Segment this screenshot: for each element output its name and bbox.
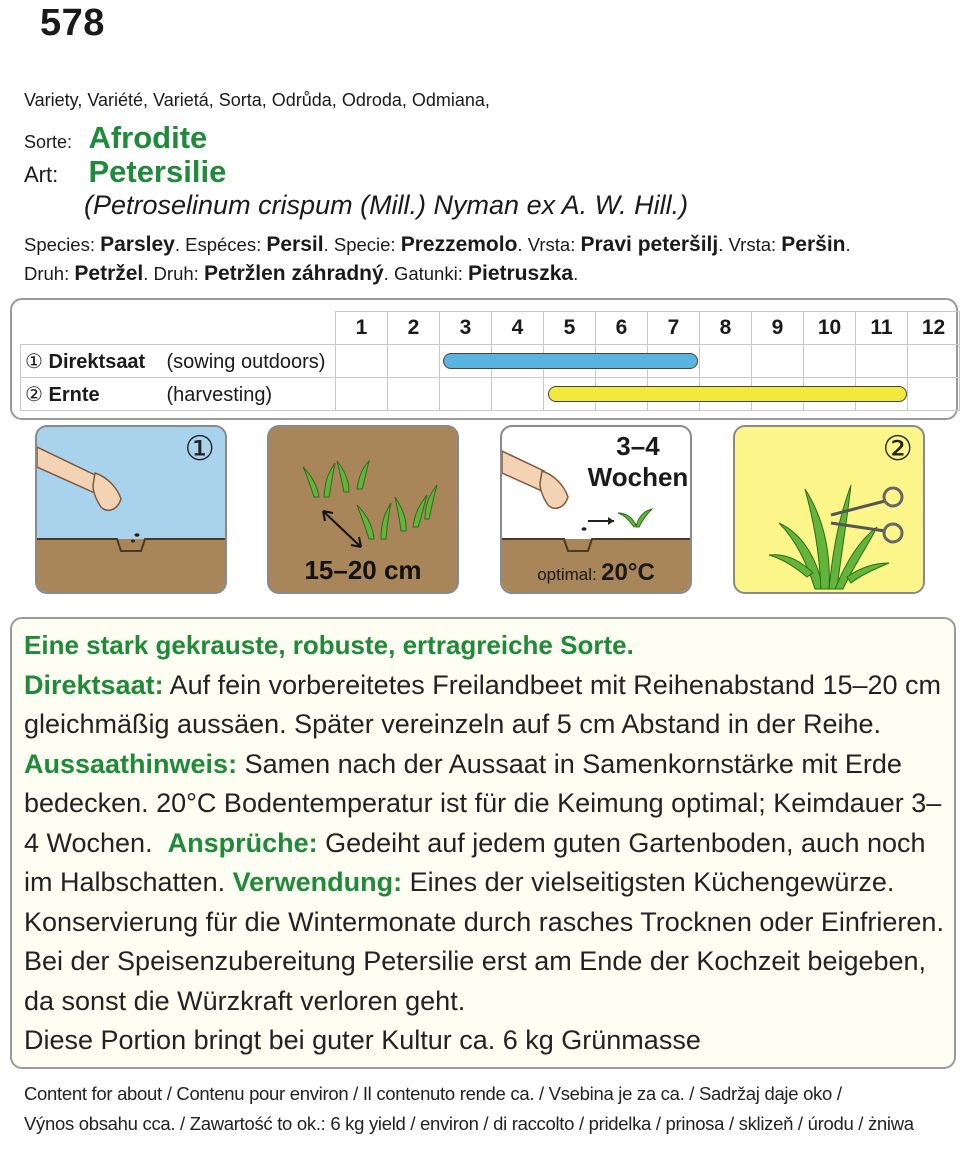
- calendar-cell: [856, 345, 908, 378]
- species-line-1-species-name: Parsley: [100, 233, 175, 256]
- species-translations-line-2: [24, 262, 578, 286]
- calendar-cell: [908, 345, 960, 378]
- species-line-1-lang-label: .: [845, 234, 851, 255]
- calendar-cell: [752, 345, 804, 378]
- species-line-2-species-name: Pietruszka: [468, 262, 574, 285]
- month-header-10: 10: [804, 312, 856, 345]
- section-text-verwendung: Eines der vielseitigsten Küchengewürze. Konservierung für die Wintermonate durch rasches Trocknen oder Einfrieren. Bei der Speisenzubereitung Petersilie erst am Ende der Kochzeit beigeben, da sonst die Würzkraft verloren geht.: [24, 867, 944, 1016]
- calendar-cell: [440, 378, 492, 411]
- sorte-label: Sorte:: [24, 132, 73, 152]
- germination-weeks-unit: Wochen: [587, 462, 689, 492]
- latin-name: (Petroselinum crispum (Mill.) Nyman ex A. W. Hill.): [84, 190, 689, 220]
- portion-yield-text: Diese Portion bringt bei guter Kultur ca. 6 kg Grünmasse: [24, 1025, 701, 1055]
- panel-sowing: [35, 425, 227, 594]
- species-line-1-lang-label: . Espéces:: [174, 234, 267, 255]
- harvest-period-bar: [548, 386, 907, 402]
- species-line-1-species-name: Pravi peteršilj: [580, 233, 719, 256]
- calendar-row-label: [21, 345, 336, 378]
- calendar-row-number: ②: [25, 383, 49, 406]
- species-line-2-species-name: Petržlen záhradný: [203, 262, 384, 285]
- species-line-2-species-name: Petržel: [74, 262, 144, 285]
- month-header-9: 9: [752, 312, 804, 345]
- species-line-1-lang-label: . Vrsta:: [517, 234, 581, 255]
- germination-weeks: [586, 431, 690, 493]
- calendar-row-note: (sowing outdoors): [166, 350, 326, 373]
- variety-name: Afrodite: [88, 120, 208, 155]
- row-spacing-label: 15–20 cm: [304, 555, 422, 585]
- optimal-label: optimal:: [537, 565, 597, 584]
- month-header-12: 12: [908, 312, 960, 345]
- species-line-2-lang-label: . Gatunki:: [383, 263, 468, 284]
- packet-number: 578: [40, 2, 105, 44]
- footer-line-2: Výnos obsahu cca. / Zawartość to ok.: 6 kg yield / environ / di raccolto / pridelka / prinosa / sklizeň / úrodu / żniwa: [24, 1113, 914, 1134]
- calendar-cell: [388, 345, 440, 378]
- panel-spacing: [267, 425, 459, 594]
- optimal-temp-value: 20°C: [601, 559, 655, 586]
- section-text-direktsaat: Auf fein vorbereitetes Freilandbeet mit Reihenabstand 15–20 cm gleichmäßig aussäen. Später vereinzeln auf 5 cm Abstand in der Reihe.: [24, 669, 942, 739]
- month-header-1: 1: [336, 312, 388, 345]
- month-header-8: 8: [700, 312, 752, 345]
- species-line-1-species-name: Prezzemolo: [400, 233, 518, 256]
- calendar-row-name: Ernte: [48, 383, 100, 406]
- species-line-1-species-name: Peršin: [781, 233, 846, 256]
- section-label-aussaathinweis: Aussaathinweis:: [24, 748, 238, 779]
- sorte-row: [24, 120, 207, 154]
- calendar-cell: [804, 345, 856, 378]
- step-2-badge: ②: [882, 430, 913, 468]
- section-label-verwendung: Verwendung:: [232, 867, 403, 897]
- variety-languages: Variety, Variété, Varietá, Sorta, Odrůda, Odroda, Odmiana,: [24, 90, 490, 110]
- optimal-temperature: [502, 559, 690, 587]
- species-translations-line-1: [24, 233, 851, 257]
- species-line-1-lang-label: Species:: [24, 234, 101, 255]
- section-text-ansprueche: Gedeiht auf jedem guten Gartenboden, auch noch im Halbschatten.: [24, 827, 926, 897]
- month-header-3: 3: [440, 312, 492, 345]
- month-header-7: 7: [648, 312, 700, 345]
- description-body: [24, 666, 954, 1022]
- section-text-aussaathinweis: Samen nach der Aussaat in Samenkornstärke mit Erde bedecken. 20°C Bodentemperatur ist für die Keimung optimal; Keimdauer 3–4 Wochen.: [24, 748, 942, 858]
- calendar-row-note: (harvesting): [166, 383, 273, 406]
- art-label: Art:: [24, 162, 59, 187]
- month-header-5: 5: [544, 312, 596, 345]
- calendar-cell: [336, 345, 388, 378]
- calendar-cell: [700, 345, 752, 378]
- step-1-badge: ①: [184, 430, 215, 468]
- species-line-2-lang-label: .: [573, 263, 579, 284]
- month-header-2: 2: [388, 312, 440, 345]
- calendar-corner: [21, 312, 336, 345]
- calendar-cell: [336, 378, 388, 411]
- art-row: [24, 154, 226, 188]
- panel-germination: [500, 425, 692, 594]
- description-text: [24, 626, 954, 1061]
- calendar-cell: [908, 378, 960, 411]
- month-header-4: 4: [492, 312, 544, 345]
- month-header-11: 11: [856, 312, 908, 345]
- panel-harvest: [733, 425, 925, 594]
- species-line-2-lang-label: . Druh:: [143, 263, 204, 284]
- section-label-ansprueche: Ansprüche:: [167, 827, 318, 858]
- species-line-1-lang-label: . Specie:: [323, 234, 401, 255]
- calendar-row-name: Direktsaat: [48, 350, 146, 373]
- species-line-1-species-name: Persil: [266, 233, 324, 256]
- description-headline: Eine stark gekrauste, robuste, ertragreiche Sorte.: [24, 630, 634, 660]
- section-label-direktsaat: Direktsaat:: [24, 669, 164, 700]
- calendar-row-label: [21, 378, 336, 411]
- species-line-2-lang-label: Druh:: [24, 263, 75, 284]
- calendar-row-number: ①: [25, 350, 49, 373]
- species-name: Petersilie: [88, 154, 227, 189]
- calendar-month-row: [21, 312, 960, 345]
- month-header-6: 6: [596, 312, 648, 345]
- species-line-1-lang-label: . Vrsta:: [718, 234, 782, 255]
- sowing-period-bar: [443, 353, 698, 369]
- footer-line-1: Content for about / Contenu pour environ / Il contenuto rende ca. / Vsebina je za ca. / Sadržaj daje oko /: [24, 1083, 842, 1104]
- calendar-cell: [388, 378, 440, 411]
- germination-weeks-value: 3–4: [616, 431, 660, 461]
- calendar-cell: [492, 378, 544, 411]
